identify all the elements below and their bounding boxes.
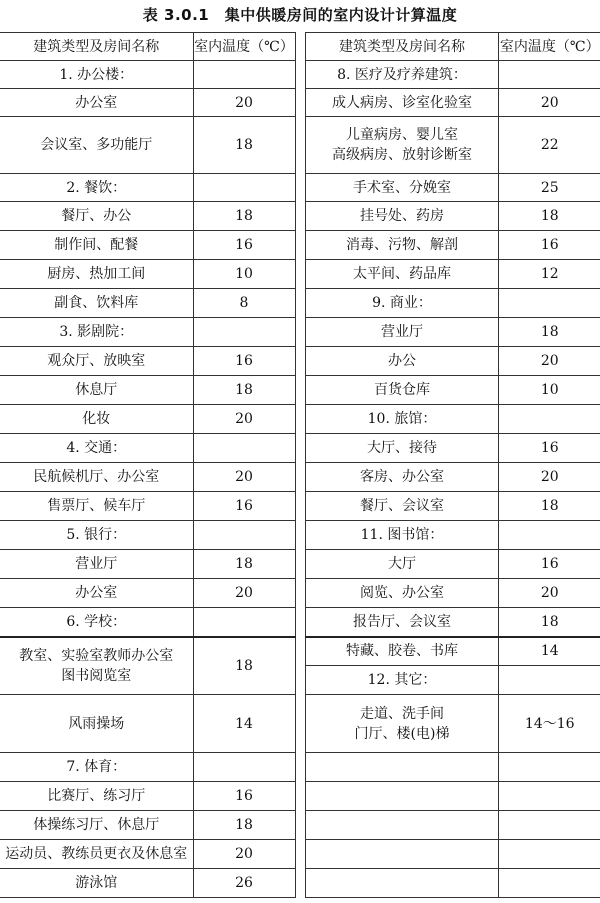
- room-name-cell: 休息厅: [0, 376, 193, 405]
- room-name-cell: 化妆: [0, 405, 193, 434]
- temperature-cell: 20: [499, 347, 600, 376]
- table-row: [306, 811, 600, 840]
- table-row: [306, 550, 600, 579]
- room-name-cell: 特藏、胶卷、书库: [306, 637, 499, 666]
- temperature-cell: 20: [193, 463, 295, 492]
- temperature-cell: 18: [499, 318, 600, 347]
- table-header-row: [0, 33, 295, 61]
- table-row: [0, 782, 295, 811]
- table-row: [0, 608, 295, 637]
- temperature-cell: 18: [193, 376, 295, 405]
- temperature-cell: 10: [193, 260, 295, 289]
- temperature-cell: 26: [193, 869, 295, 898]
- room-name-cell: 游泳馆: [0, 869, 193, 898]
- temperature-cell: [499, 666, 600, 695]
- table-row: [0, 202, 295, 231]
- table-row: [0, 550, 295, 579]
- table-row: [0, 579, 295, 608]
- temperature-cell: 18: [193, 550, 295, 579]
- room-name-cell: 2. 餐饮：: [0, 174, 193, 202]
- temperature-cell: [499, 840, 600, 869]
- room-name-cell: 阅览、办公室: [306, 579, 499, 608]
- room-name-cell: 成人病房、诊室化验室: [306, 89, 499, 117]
- table-row: [306, 753, 600, 782]
- room-name-cell: 大厅: [306, 550, 499, 579]
- temperature-cell: [193, 521, 295, 550]
- room-name-cell: 餐厅、办公: [0, 202, 193, 231]
- temperature-cell: [499, 869, 600, 898]
- room-name-cell: 办公室: [0, 89, 193, 117]
- table-row: [306, 376, 600, 405]
- temperature-cell: [499, 521, 600, 550]
- room-name-cell: [306, 840, 499, 869]
- header-temp: 室内温度（℃）: [193, 33, 295, 61]
- room-name-cell: 5. 银行：: [0, 521, 193, 550]
- room-name-cell: 餐厅、会议室: [306, 492, 499, 521]
- temperature-cell: [193, 61, 295, 89]
- room-name-cell: 12. 其它：: [306, 666, 499, 695]
- header-name: 建筑类型及房间名称: [0, 33, 193, 61]
- table-row: [306, 289, 600, 318]
- room-name-cell: 办公室: [0, 579, 193, 608]
- table-row: [306, 637, 600, 666]
- temperature-cell: 20: [193, 89, 295, 117]
- temperature-cell: 16: [193, 782, 295, 811]
- temperature-cell: [499, 811, 600, 840]
- table-row: [0, 117, 295, 174]
- table-row: [0, 347, 295, 376]
- room-name-cell: 4. 交通：: [0, 434, 193, 463]
- temperature-cell: 18: [499, 608, 600, 637]
- table-row: [306, 608, 600, 637]
- table-row: [306, 782, 600, 811]
- table-row: [306, 231, 600, 260]
- temperature-cell: 14: [499, 637, 600, 666]
- temperature-cell: [499, 289, 600, 318]
- room-name-cell: 运动员、教练员更衣及休息室: [0, 840, 193, 869]
- temperature-cell: 14～16: [499, 695, 600, 753]
- room-name-cell: 副食、饮料库: [0, 289, 193, 318]
- room-name-cell: 11. 图书馆：: [306, 521, 499, 550]
- temperature-table-right: [305, 32, 600, 898]
- temperature-cell: 18: [193, 202, 295, 231]
- room-name-cell: 售票厅、候车厅: [0, 492, 193, 521]
- temperature-cell: 18: [499, 202, 600, 231]
- room-name-cell: 报告厅、会议室: [306, 608, 499, 637]
- temperature-cell: 10: [499, 376, 600, 405]
- room-name-cell: 1. 办公楼：: [0, 61, 193, 89]
- room-name-cell: 营业厅: [0, 550, 193, 579]
- temperature-cell: 12: [499, 260, 600, 289]
- room-name-cell: 营业厅: [306, 318, 499, 347]
- table-row: [0, 174, 295, 202]
- room-name-cell: 6. 学校：: [0, 608, 193, 637]
- temperature-cell: [193, 318, 295, 347]
- temperature-cell: [499, 405, 600, 434]
- room-name-cell: [306, 782, 499, 811]
- table-row: [306, 579, 600, 608]
- temperature-cell: [499, 753, 600, 782]
- room-name-cell: 民航候机厅、办公室: [0, 463, 193, 492]
- temperature-cell: 25: [499, 174, 600, 202]
- room-name-cell: 8. 医疗及疗养建筑：: [306, 61, 499, 89]
- room-name-cell: 太平间、药品库: [306, 260, 499, 289]
- temperature-cell: 20: [499, 89, 600, 117]
- table-row: [306, 89, 600, 117]
- room-name-cell: 会议室、多功能厅: [0, 117, 193, 174]
- table-row: [0, 289, 295, 318]
- table-row: [306, 492, 600, 521]
- table-row: [306, 405, 600, 434]
- table-row: [306, 463, 600, 492]
- temperature-cell: 18: [193, 811, 295, 840]
- table-row: [0, 89, 295, 117]
- table-row: [0, 492, 295, 521]
- table-row: [306, 318, 600, 347]
- table-header-row: [306, 33, 600, 61]
- temperature-cell: 18: [193, 637, 295, 695]
- header-name: 建筑类型及房间名称: [306, 33, 499, 61]
- table-row: [306, 202, 600, 231]
- temperature-cell: 20: [193, 579, 295, 608]
- table-row: [306, 666, 600, 695]
- room-name-cell: [306, 869, 499, 898]
- temperature-cell: 8: [193, 289, 295, 318]
- room-name-cell: 9. 商业：: [306, 289, 499, 318]
- header-temp: 室内温度（℃）: [499, 33, 600, 61]
- room-name-cell: 风雨操场: [0, 695, 193, 753]
- room-name-cell: [306, 753, 499, 782]
- room-name-cell: 走道、洗手间 门厅、楼(电)梯: [306, 695, 499, 753]
- table-row: [306, 695, 600, 753]
- room-name-cell: 客房、办公室: [306, 463, 499, 492]
- temperature-cell: 20: [193, 405, 295, 434]
- temperature-cell: [193, 753, 295, 782]
- room-name-cell: 体操练习厅、休息厅: [0, 811, 193, 840]
- temperature-cell: 22: [499, 117, 600, 174]
- temperature-cell: 20: [499, 579, 600, 608]
- temperature-cell: [193, 608, 295, 637]
- temperature-cell: 16: [499, 550, 600, 579]
- room-name-cell: 厨房、热加工间: [0, 260, 193, 289]
- table-row: [306, 434, 600, 463]
- table-row: [306, 61, 600, 89]
- table-row: [0, 753, 295, 782]
- temperature-cell: [499, 782, 600, 811]
- temperature-cell: 16: [499, 434, 600, 463]
- table-row: [306, 347, 600, 376]
- room-name-cell: 办公: [306, 347, 499, 376]
- temperature-cell: 20: [499, 463, 600, 492]
- room-name-cell: 挂号处、药房: [306, 202, 499, 231]
- temperature-cell: [499, 61, 600, 89]
- table-row: [306, 869, 600, 898]
- temperature-cell: 18: [193, 117, 295, 174]
- table-row: [0, 695, 295, 753]
- room-name-cell: 7. 体育：: [0, 753, 193, 782]
- table-row: [0, 521, 295, 550]
- room-name-cell: 儿童病房、婴儿室 高级病房、放射诊断室: [306, 117, 499, 174]
- table-row: [0, 61, 295, 89]
- table-row: [0, 637, 295, 695]
- room-name-cell: 消毒、污物、解剖: [306, 231, 499, 260]
- table-row: [306, 840, 600, 869]
- temperature-cell: [193, 434, 295, 463]
- temperature-cell: 16: [193, 231, 295, 260]
- table-title: 表 3.0.1 集中供暖房间的室内设计计算温度: [142, 6, 458, 24]
- temperature-table-left: [0, 32, 296, 898]
- room-name-cell: 制作间、配餐: [0, 231, 193, 260]
- table-row: [0, 231, 295, 260]
- temperature-cell: [193, 174, 295, 202]
- table-row: [306, 174, 600, 202]
- table-row: [0, 260, 295, 289]
- room-name-cell: 比赛厅、练习厅: [0, 782, 193, 811]
- table-row: [306, 117, 600, 174]
- table-row: [0, 434, 295, 463]
- temperature-cell: 16: [193, 347, 295, 376]
- room-name-cell: [306, 811, 499, 840]
- temperature-cell: 14: [193, 695, 295, 753]
- room-name-cell: 百货仓库: [306, 376, 499, 405]
- table-row: [0, 811, 295, 840]
- temperature-cell: 18: [499, 492, 600, 521]
- temperature-cell: 20: [193, 840, 295, 869]
- table-row: [0, 869, 295, 898]
- table-row: [0, 318, 295, 347]
- room-name-cell: 教室、实验室教师办公室 图书阅览室: [0, 637, 193, 695]
- table-row: [0, 463, 295, 492]
- temperature-cell: 16: [193, 492, 295, 521]
- room-name-cell: 3. 影剧院：: [0, 318, 193, 347]
- room-name-cell: 大厅、接待: [306, 434, 499, 463]
- table-row: [0, 376, 295, 405]
- room-name-cell: 手术室、分娩室: [306, 174, 499, 202]
- table-row: [0, 405, 295, 434]
- table-row: [0, 840, 295, 869]
- table-row: [306, 521, 600, 550]
- room-name-cell: 10. 旅馆：: [306, 405, 499, 434]
- temperature-cell: 16: [499, 231, 600, 260]
- table-row: [306, 260, 600, 289]
- room-name-cell: 观众厅、放映室: [0, 347, 193, 376]
